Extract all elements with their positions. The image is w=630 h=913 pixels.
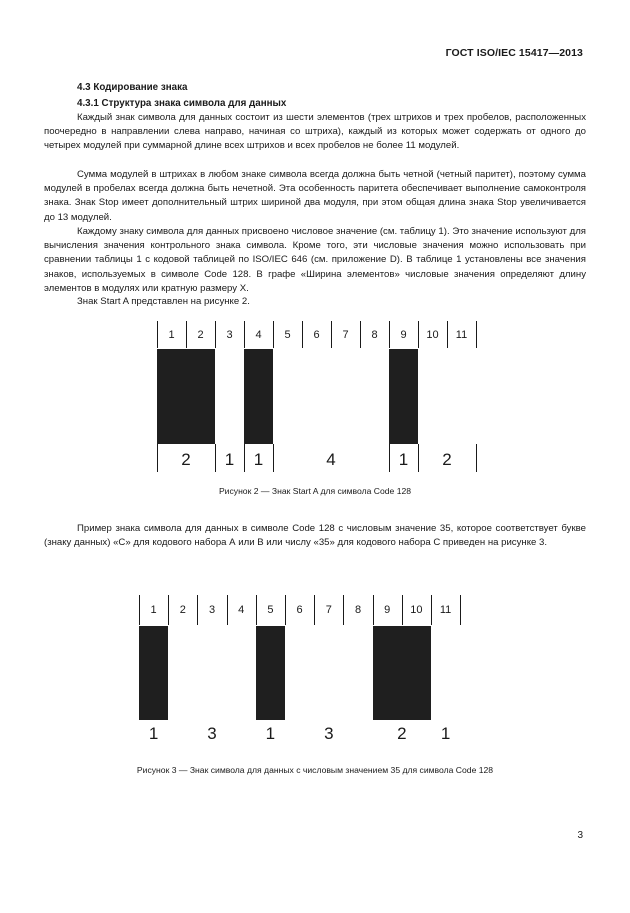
- module-number: 6: [313, 329, 320, 341]
- module-boundary-tick: [447, 321, 448, 348]
- module-boundary-tick: [373, 595, 374, 625]
- barcode-bar: [256, 626, 285, 720]
- element-width-value: 1: [440, 724, 451, 743]
- module-number: 4: [255, 329, 262, 341]
- module-boundary-tick: [256, 595, 257, 625]
- module-number: 9: [400, 329, 407, 341]
- module-number: 3: [226, 329, 233, 341]
- module-number: 8: [354, 604, 362, 616]
- element-width-value: 2: [442, 450, 452, 469]
- module-number: 1: [150, 604, 157, 616]
- module-number: 11: [455, 329, 468, 341]
- element-boundary-tick: [476, 444, 477, 472]
- barcode-bar: [244, 349, 273, 444]
- element-boundary-tick: [157, 444, 158, 472]
- barcode-bar: [157, 349, 215, 444]
- module-number: 10: [426, 329, 439, 341]
- paragraph-5: Пример знака символа для данных в символе Code 128 с числовым значение 35, которое соответствует букве (знаку данных) «С» для кодового набора А или В или числу «35» для кодового набора С приведен на рисунке 3.: [44, 523, 586, 549]
- module-boundary-tick: [227, 595, 228, 625]
- module-boundary-tick: [139, 595, 140, 625]
- element-width-value: 3: [324, 724, 334, 743]
- module-number: 2: [179, 604, 186, 616]
- module-number: 9: [384, 604, 391, 616]
- module-boundary-tick: [186, 321, 187, 348]
- module-boundary-tick: [418, 321, 419, 348]
- module-number: 8: [371, 329, 378, 341]
- element-width-value: 2: [397, 724, 407, 743]
- module-number: 11: [439, 604, 452, 616]
- section-title: 4.3 Кодирование знака: [77, 82, 188, 93]
- barcode-bar: [373, 626, 431, 720]
- module-number: 2: [197, 329, 204, 341]
- module-boundary-tick: [197, 595, 198, 625]
- module-boundary-tick: [476, 321, 477, 348]
- paragraph-4: Знак Start A представлен на рисунке 2.: [77, 296, 250, 307]
- module-number: 10: [410, 604, 423, 616]
- figure-3-caption: Рисунок 3 — Знак символа для данных с числовым значением 35 для символа Code 128: [136, 765, 494, 775]
- paragraph-3: Каждому знаку символа для данных присвоено числовое значение (см. таблицу 1). Это значение используют для вычисления значения контрольного знака символа. Кроме того, эти числовые значения можно использовать при сравнении таблицы 1 с кодовой таблицей по ISO/IEC 646 (см. приложение D). В таблице 1 установлены все значения знаков, используемых в символе Code 128. В графе «Ширина элементов» числовые значения определяют длину элементов в модулях или кратную размеру X.: [44, 226, 586, 294]
- module-number: 5: [284, 329, 291, 341]
- module-boundary-tick: [431, 595, 432, 625]
- standard-header: ГОСТ ISO/IEC 15417—2013: [445, 47, 583, 59]
- module-number: 3: [208, 604, 216, 616]
- figure-2-caption: Рисунок 2 — Знак Start A для символа Code 128: [218, 486, 412, 496]
- module-boundary-tick: [285, 595, 286, 625]
- module-boundary-tick: [273, 321, 274, 348]
- module-boundary-tick: [460, 595, 461, 625]
- element-width-value: 4: [326, 450, 336, 469]
- paragraph-1: Каждый знак символа для данных состоит из шести элементов (трех штрихов и трех пробелов, расположенных поочередно в направлении слева направо, начиная со штриха), каждый из которых может содержать от одного до четырех модулей при суммарной длине всех штрихов и всех пробелов не более 11 модулей.: [44, 112, 586, 152]
- module-boundary-tick: [331, 321, 332, 348]
- element-width-value: 1: [265, 724, 276, 743]
- element-width-value: 2: [181, 450, 191, 469]
- module-boundary-tick: [389, 321, 390, 348]
- element-width-value: 1: [253, 450, 264, 469]
- element-width-value: 1: [398, 450, 409, 469]
- module-number: 6: [296, 604, 303, 616]
- module-number: 1: [168, 329, 175, 341]
- subsection-title: 4.3.1 Структура знака символа для данных: [77, 98, 287, 109]
- module-number: 5: [267, 604, 274, 616]
- element-width-value: 1: [148, 724, 159, 743]
- module-number: 7: [342, 329, 349, 341]
- module-boundary-tick: [168, 595, 169, 625]
- module-boundary-tick: [343, 595, 344, 625]
- module-number: 4: [238, 604, 245, 616]
- page-number: 3: [577, 830, 583, 841]
- module-boundary-tick: [244, 321, 245, 348]
- module-number: 7: [325, 604, 332, 616]
- barcode-bar: [139, 626, 168, 720]
- module-boundary-tick: [314, 595, 315, 625]
- module-boundary-tick: [157, 321, 158, 348]
- barcode-bar: [389, 349, 418, 444]
- element-width-value: 1: [224, 450, 235, 469]
- module-boundary-tick: [215, 321, 216, 348]
- paragraph-2: Сумма модулей в штрихах в любом знаке символа всегда должна быть четной (четный паритет), поэтому сумма модулей в пробелах всегда должна быть нечетной. Эта особенность паритета обеспечивает выполнение самоконтроля знака. Знак Stop имеет дополнительный штрих шириной два модуля, при этом общая длина знака Stop увеличивается до 13 модулей.: [44, 169, 586, 223]
- element-width-value: 3: [207, 724, 217, 743]
- module-boundary-tick: [302, 321, 303, 348]
- module-boundary-tick: [402, 595, 403, 625]
- module-boundary-tick: [360, 321, 361, 348]
